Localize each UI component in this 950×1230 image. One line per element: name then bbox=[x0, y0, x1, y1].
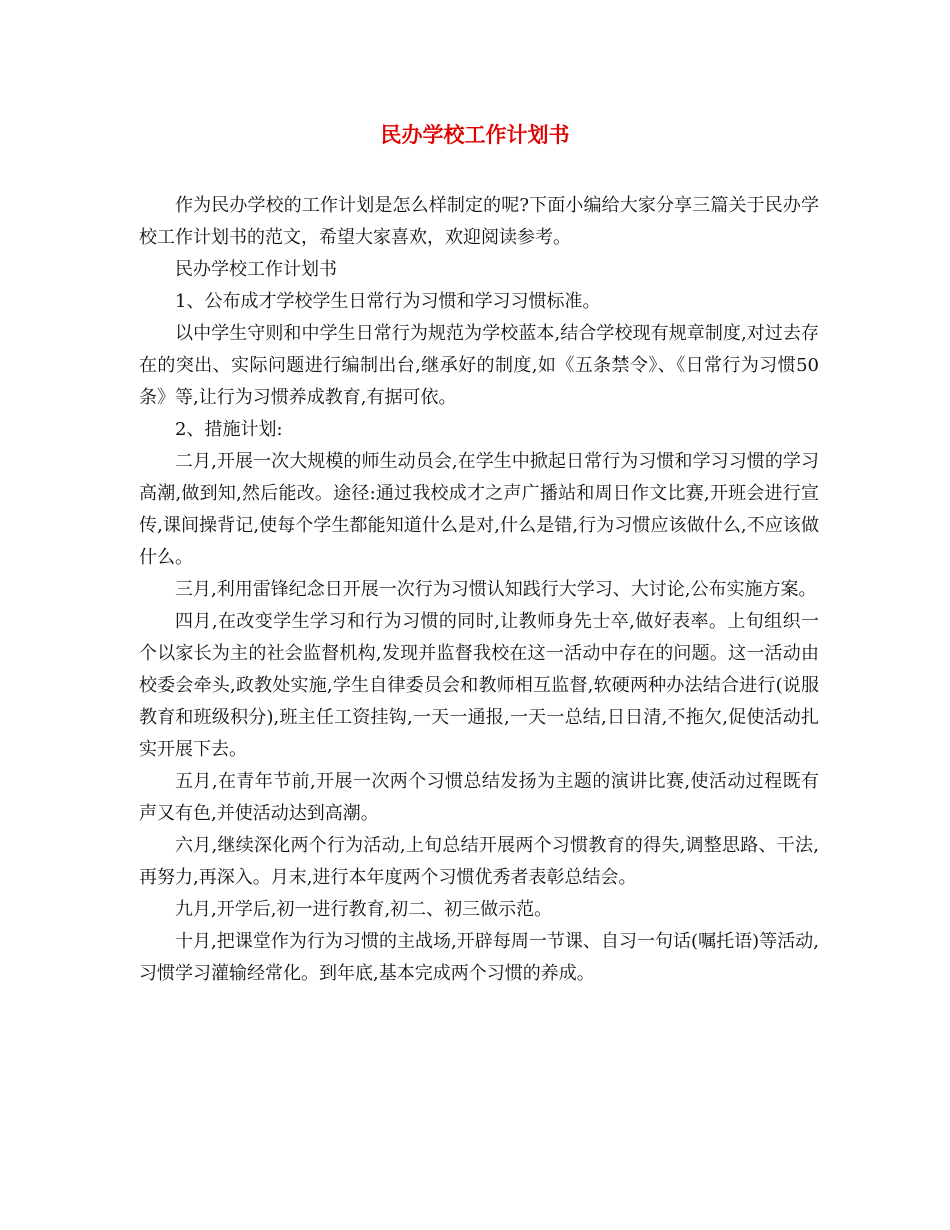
paragraph-intro: 作为民办学校的工作计划是怎么样制定的呢?下面小编给大家分享三篇关于民办学校工作计划书的范文，希望大家喜欢，欢迎阅读参考。 bbox=[139, 195, 819, 248]
paragraph-subtitle: 民办学校工作计划书 bbox=[175, 259, 337, 280]
paragraph-rules: 以中学生守则和中学生日常行为规范为学校蓝本,结合学校现有规章制度,对过去存在的突出、实际问题进行编制出台,继承好的制度,如《五条禁令》、《日常行为习惯50条》等,让行为习惯养成教育,有据可依。 bbox=[139, 323, 819, 408]
paragraph-may: 五月,在青年节前,开展一次两个习惯总结发扬为主题的演讲比赛,使活动过程既有声又有色,并使活动达到高潮。 bbox=[139, 771, 819, 824]
paragraph-item-2: 2、措施计划: bbox=[175, 419, 283, 440]
paragraph-april: 四月,在改变学生学习和行为习惯的同时,让教师身先士卒,做好表率。上旬组织一个以家长为主的社会监督机构,发现并监督我校在这一活动中存在的问题。这一活动由校委会牵头,政教处实施,学生自律委员会和教师相互监督,软硬两种办法结合进行(说服教育和班级积分),班主任工资挂钩,一天一通报,一天一总结,日日清,不拖欠,促使活动扎实开展下去。 bbox=[139, 611, 819, 760]
paragraph-item-1: 1、公布成才学校学生日常行为习惯和学习习惯标准。 bbox=[175, 291, 601, 312]
document-body bbox=[139, 190, 819, 990]
paragraph-october: 十月,把课堂作为行为习惯的主战场,开辟每周一节课、自习一句话(嘱托语)等活动,习惯学习灌输经常化。到年底,基本完成两个习惯的养成。 bbox=[139, 931, 819, 984]
paragraph-february: 二月,开展一次大规模的师生动员会,在学生中掀起日常行为习惯和学习习惯的学习高潮,做到知,然后能改。途径:通过我校成才之声广播站和周日作文比赛,开班会进行宣传,课间操背记,使每个学生都能知道什么是对,什么是错,行为习惯应该做什么,不应该做什么。 bbox=[139, 451, 819, 568]
paragraph-september: 九月,开学后,初一进行教育,初二、初三做示范。 bbox=[175, 899, 553, 920]
paragraph-june: 六月,继续深化两个行为活动,上旬总结开展两个习惯教育的得失,调整思路、干法,再努力,再深入。月末,进行本年度两个习惯优秀者表彰总结会。 bbox=[139, 835, 819, 888]
paragraph-march: 三月,利用雷锋纪念日开展一次行为习惯认知践行大学习、大讨论,公布实施方案。 bbox=[175, 579, 817, 600]
document-title: 民办学校工作计划书 bbox=[380, 122, 570, 147]
